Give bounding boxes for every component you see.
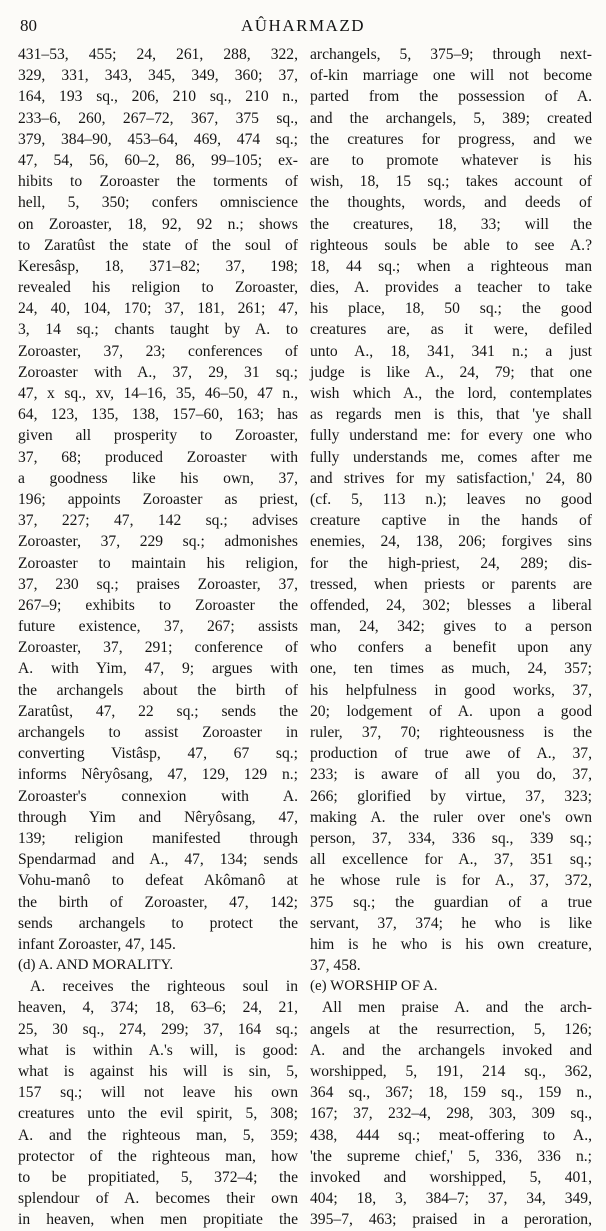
left-column-line: the archangels about the birth of [18, 681, 298, 699]
left-column-line: Spendarmad and A., 47, 134; sends [18, 851, 298, 869]
right-column-line: 438, 444 sq.; meat-offering to A., [310, 1126, 592, 1144]
right-column-line: 167; 37, 232–4, 298, 303, 309 sq., [310, 1105, 592, 1123]
right-column-line: one, ten times as much, 24, 357; [310, 660, 592, 678]
right-column-line: are to promote whatever is his [310, 151, 592, 169]
left-column [18, 44, 298, 1231]
right-column-line: 404; 18, 3, 384–7; 37, 34, 349, [310, 1190, 592, 1208]
left-column-line: splendour of A. becomes their own [18, 1190, 298, 1208]
left-column-line: revealed his religion to Zoroaster, [18, 279, 298, 297]
left-column-line: hell, 5, 350; confers omniscience [18, 194, 298, 212]
right-column-line: the thoughts, words, and deeds of [310, 194, 592, 212]
right-column-line: parted from the possession of A. [310, 88, 592, 106]
right-column-line: 37, 458. [310, 957, 361, 975]
right-column-line: man, 24, 342; gives to a person [310, 618, 592, 636]
left-column-line: A. and the righteous man, 5, 359; [18, 1126, 298, 1144]
left-column-line: through Yim and Nêryôsang, 47, [18, 808, 298, 826]
left-column-line: to be propitiated, 5, 372–4; the [18, 1168, 298, 1186]
left-column-line: 267–9; exhibits to Zoroaster the [18, 596, 298, 614]
left-column-line: 157 sq.; will not leave his own [18, 1084, 298, 1102]
right-column-line: tressed, when priests or parents are [310, 575, 592, 593]
left-column-line: Keresâsp, 18, 371–82; 37, 198; [18, 257, 298, 275]
right-column-line: 395–7, 463; praised in a peroration, [310, 1211, 592, 1229]
left-column-line: 37, 227; 47, 142 sq.; advises [18, 512, 298, 530]
left-column-line: 37, 68; produced Zoroaster with [18, 448, 298, 466]
right-column-line: All men praise A. and the arch- [322, 999, 592, 1017]
left-column-line: future existence, 37, 267; assists [18, 618, 298, 636]
left-column-line: on Zoroaster, 18, 92, 92 n.; shows [18, 215, 298, 233]
right-column-line: him is he who is his own creature, [310, 935, 592, 953]
right-column-line: his helpfulness in good works, 37, [310, 681, 592, 699]
left-column-line: infant Zoroaster, 47, 145. [18, 935, 176, 953]
left-column-line: Zaratûst, 47, 22 sq.; sends the [18, 702, 298, 720]
right-column-line: of-kin marriage one will not become [310, 67, 592, 85]
right-column-line: the creatures, 18, 33; will the [310, 215, 592, 233]
right-column-line: offended, 24, 302; blesses a liberal [310, 596, 592, 614]
left-column-line: 139; religion manifested through [18, 829, 298, 847]
right-column-line: invoked and worshipped, 5, 401, [310, 1168, 592, 1186]
right-column-line: production of true awe of A., 37, [310, 745, 592, 763]
right-column-line: the creatures for progress, and we [310, 130, 592, 148]
right-column-line: and the archangels, 5, 389; created [310, 109, 592, 127]
right-column-line: all excellence for A., 37, 351 sq.; [310, 851, 592, 869]
right-column-line: and strives for my satisfaction,' 24, 80 [310, 469, 592, 487]
left-column-line: A. receives the righteous soul in [30, 978, 298, 996]
page-header [0, 16, 606, 44]
left-column-line: A. with Yim, 47, 9; argues with [18, 660, 298, 678]
left-column-line: Zoroaster, 37, 291; conference of [18, 639, 298, 657]
right-column-line: as regards men is this, that 'ye shall [310, 406, 592, 424]
left-column-line: the birth of Zoroaster, 47, 142; [18, 893, 298, 911]
left-column-line: creatures unto the evil spirit, 5, 308; [18, 1105, 298, 1123]
right-column-line: for the high-priest, 24, 289; dis- [310, 554, 592, 572]
right-column-line: unto A., 18, 341, 341 n.; a just [310, 342, 592, 360]
left-column-line: 233–6, 260, 267–72, 367, 375 sq., [18, 109, 298, 127]
left-column-line: informs Nêryôsang, 47, 129, 129 n.; [18, 766, 298, 784]
right-column-line: A. and the archangels invoked and [310, 1041, 592, 1059]
left-column-line: 431–53, 455; 24, 261, 288, 322, [18, 46, 298, 63]
right-column-line: wish which A., the lord, contemplates [310, 385, 592, 402]
left-column-line: 164, 193 sq., 206, 210 sq., 210 n., [18, 88, 298, 106]
right-column-line: who confers a benefit upon any [310, 639, 592, 657]
right-column-line: ruler, 37, 70; righteousness is the [310, 724, 592, 741]
left-column-line: converting Vistâsp, 47, 67 sq.; [18, 745, 298, 763]
right-column-line: 'the supreme chief,' 5, 336, 336 n.; [310, 1147, 592, 1165]
right-column-line: fully understands me, comes after me [310, 448, 592, 466]
right-column-line: angels at the resurrection, 5, 126; [310, 1020, 592, 1038]
left-column-line: Zoroaster, 37, 23; conferences of [18, 342, 298, 360]
left-column-line: protector of the righteous man, how [18, 1147, 298, 1165]
left-column-line: Zoroaster to maintain his religion, [18, 554, 298, 572]
right-column-line: creatures are, as it were, defiled [310, 321, 592, 339]
left-column-line: Vohu-manô to defeat Akômanô at [18, 872, 298, 890]
left-column-line: to Zaratûst the state of the soul of [18, 236, 298, 254]
section-heading: (d) A. AND MORALITY. [18, 957, 174, 974]
right-column-line: person, 37, 334, 336 sq., 339 sq.; [310, 829, 592, 847]
left-column-line: a goodness like his own, 37, [18, 469, 298, 487]
right-column-line: judge is like A., 24, 79; that one [310, 363, 592, 381]
left-column-line: 196; appoints Zoroaster as priest, [18, 490, 298, 508]
left-column-line: heaven, 4, 374; 18, 63–6; 24, 21, [18, 999, 298, 1017]
left-column-line: 25, 30 sq., 274, 299; 37, 164 sq.; [18, 1020, 298, 1038]
right-column-line: 20; lodgement of A. upon a good [310, 702, 592, 720]
right-column-line: his place, 18, 50 sq.; the good [310, 300, 592, 318]
left-column-line: given all prosperity to Zoroaster, [18, 427, 298, 445]
left-column-line: Zoroaster, 37, 229 sq.; admonishes [18, 533, 298, 551]
left-column-line: Zoroaster's connexion with A. [18, 787, 298, 805]
page-number: 80 [20, 16, 37, 35]
section-heading: (e) WORSHIP OF A. [310, 978, 438, 995]
right-column-line: 375 sq.; the guardian of a true [310, 893, 592, 911]
right-column-line: creature captive in the hands of [310, 512, 592, 530]
left-column-line: in heaven, when men propitiate the [18, 1211, 298, 1229]
right-column-line: dies, A. provides a teacher to take [310, 279, 592, 297]
right-column-line: (cf. 5, 113 n.); leaves no good [310, 490, 592, 508]
left-column-line: 64, 123, 135, 138, 157–60, 163; has [18, 406, 298, 424]
right-column-line: making A. the ruler over one's own [310, 808, 592, 826]
left-column-line: 37, 230 sq.; praises Zoroaster, 37, [18, 575, 298, 593]
right-column-line: archangels, 5, 375–9; through next- [310, 46, 592, 63]
right-column-line: worshipped, 5, 191, 214 sq., 362, [310, 1063, 592, 1080]
left-column-line: what is within A.'s will, is good: [18, 1041, 298, 1059]
right-column-line: 233; is aware of all you do, 37, [310, 766, 592, 784]
right-column-line: 364 sq., 367; 18, 159 sq., 159 n., [310, 1084, 592, 1102]
left-column-line: hibits to Zoroaster the torments of [18, 173, 298, 191]
right-column-line: fully understand me: for every one who [310, 427, 592, 445]
left-column-line: sends archangels to protect the [18, 914, 298, 932]
left-column-line: 24, 40, 104, 170; 37, 181, 261; 47, [18, 300, 298, 318]
right-column-line: servant, 37, 374; he who is like [310, 914, 592, 932]
left-column-line: 3, 14 sq.; chants taught by A. to [18, 321, 298, 339]
right-column [310, 44, 592, 1231]
right-column-line: 266; glorified by virtue, 37, 323; [310, 787, 592, 805]
right-column-line: righteous souls be able to see A.? [310, 236, 592, 254]
running-head: AÛHARMAZD [241, 16, 365, 35]
left-column-line: 329, 331, 343, 345, 349, 360; 37, [18, 67, 298, 85]
right-column-line: wish, 18, 15 sq.; takes account of [310, 173, 592, 191]
right-column-line: 18, 44 sq.; when a righteous man [310, 257, 592, 275]
left-column-line: Zoroaster with A., 37, 29, 31 sq.; [18, 363, 298, 381]
left-column-line: what is against his will is sin, 5, [18, 1063, 298, 1080]
left-column-line: archangels to assist Zoroaster in [18, 724, 298, 741]
left-column-line: 47, 54, 56, 60–2, 86, 99–105; ex- [18, 151, 298, 169]
right-column-line: he whose rule is for A., 37, 372, [310, 872, 592, 890]
left-column-line: 47, x sq., xv, 14–16, 35, 46–50, 47 n., [18, 385, 298, 402]
right-column-line: enemies, 24, 138, 206; forgives sins [310, 533, 592, 551]
left-column-line: 379, 384–90, 453–64, 469, 474 sq.; [18, 130, 298, 148]
